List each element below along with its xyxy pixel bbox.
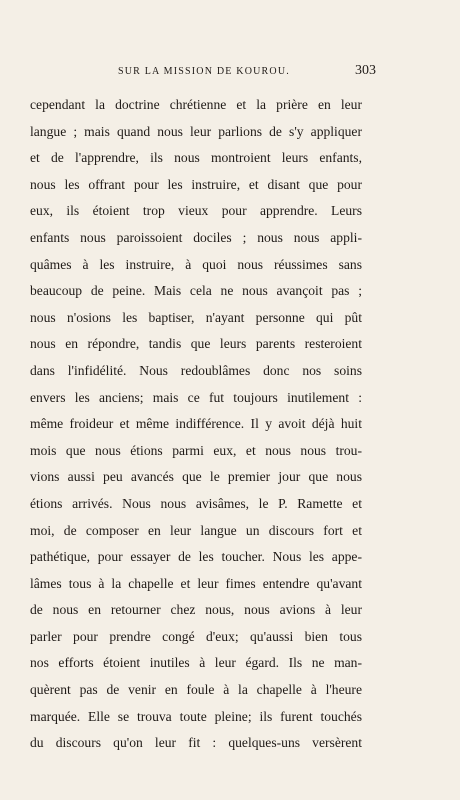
text-line: quèrent pas de venir en foule à la chapelle à l'heure	[30, 682, 362, 698]
text-line: même froideur et même indifférence. Il y avoit déjà huit	[30, 416, 362, 432]
text-line: mois que nous étions parmi eux, et nous nous trou-	[30, 442, 362, 458]
text-line: lâmes tous à la chapelle et leur fimes entendre qu'avant	[30, 575, 362, 591]
text-line: nous n'osions les baptiser, n'ayant personne qui pût	[30, 309, 362, 325]
text-line: vions aussi peu avancés que le premier jour que nous	[30, 469, 362, 485]
page-number: 303	[355, 63, 376, 78]
text-line: enfants nous paroissoient dociles ; nous nous appli-	[30, 229, 362, 245]
text-line: langue ; mais quand nous leur parlions de s'y appliquer	[30, 123, 362, 139]
body-text	[30, 92, 362, 757]
text-line: eux, ils étoient trop vieux pour apprendre. Leurs	[30, 203, 362, 219]
running-title: SUR LA MISSION DE KOUROU.	[118, 66, 290, 77]
text-line: pathétique, pour essayer de les toucher. Nous les appe-	[30, 549, 362, 565]
text-line: beaucoup de peine. Mais cela ne nous avançoit pas ;	[30, 283, 362, 299]
text-line: cependant la doctrine chrétienne et la prière en leur	[30, 97, 362, 112]
text-line: envers les anciens; mais ce fut toujours inutilement :	[30, 389, 362, 405]
text-line: nous les offrant pour les instruire, et disant que pour	[30, 176, 362, 192]
text-line: parler pour prendre congé d'eux; qu'aussi bien tous	[30, 628, 362, 644]
text-line: de nous en retourner chez nous, nous avions à leur	[30, 602, 362, 618]
text-line: étions arrivés. Nous nous avisâmes, le P. Ramette et	[30, 495, 362, 511]
text-line: quâmes à les instruire, à quoi nous réussimes sans	[30, 256, 362, 272]
text-line: moi, de composer en leur langue un discours fort et	[30, 522, 362, 538]
text-line: dans l'infidélité. Nous redoublâmes donc nos soins	[30, 362, 362, 378]
text-line: et de l'apprendre, ils nous montroient leurs enfants,	[30, 150, 362, 166]
text-line: du discours qu'on leur fit : quelques-uns versèrent	[30, 735, 362, 751]
text-line: nos efforts étoient inutiles à leur égard. Ils ne man-	[30, 655, 362, 671]
text-line: nous en répondre, tandis que leurs parents resteroient	[30, 336, 362, 352]
text-line: marquée. Elle se trouva toute pleine; ils furent touchés	[30, 708, 362, 724]
